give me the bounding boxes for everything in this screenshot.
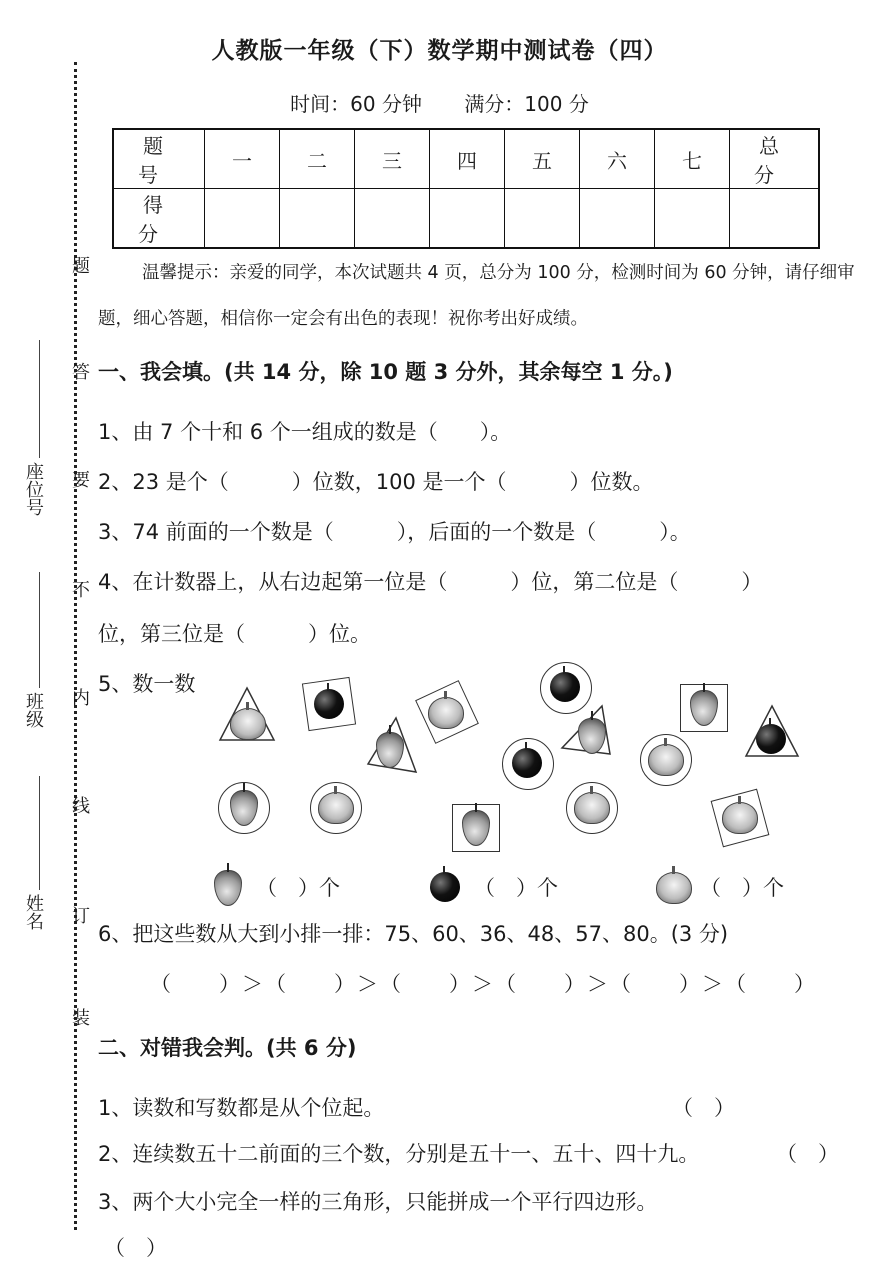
onion-icon (230, 708, 266, 740)
section-heading: 一、我会填。(共 14 分，除 10 题 3 分外，其余每空 1 分。) (98, 360, 673, 384)
question: 3、74 前面的一个数是（ ），后面的一个数是（ ）。 (98, 520, 691, 544)
score-input-cell[interactable] (505, 189, 580, 249)
name-label: 姓名 (23, 894, 44, 930)
score-input-cell[interactable] (580, 189, 655, 249)
onion-icon (574, 792, 610, 824)
seat-number-field[interactable] (39, 340, 40, 458)
tip-paragraph: 温馨提示：亲爱的同学，本次试题共 4 页，总分为 100 分，检测时间为 60 分钟，请仔细审题，细心答题，相信你一定会有出色的表现！祝你考出好成绩。 (98, 263, 855, 329)
score-input-cell[interactable] (280, 189, 355, 249)
onion-icon (656, 872, 692, 904)
binding-dotted-line (74, 62, 77, 1230)
margin-warning-char: 题 (69, 256, 90, 274)
margin-warning-char: 订 (69, 906, 90, 924)
table-cell: 二 (280, 129, 355, 189)
answer-blank[interactable]: （ ）＞（ ）＞（ ）＞（ ）＞（ ）＞（ ） (150, 972, 817, 996)
answer-blank[interactable]: （ ）个 (474, 876, 558, 900)
question: 5、数一数 (98, 672, 196, 696)
table-cell: 三 (355, 129, 430, 189)
question: 2、连续数五十二前面的三个数，分别是五十一、五十、四十九。 (98, 1142, 700, 1166)
apple-icon (430, 872, 460, 902)
table-cell: 得分 (113, 189, 205, 249)
table-cell: 五 (505, 129, 580, 189)
margin-warning-char: 内 (69, 688, 90, 706)
apple-icon (512, 748, 542, 778)
question: 2、23 是个（ ）位数，100 是一个（ ）位数。 (98, 470, 654, 494)
table-cell: 题号 (113, 129, 205, 189)
margin-warning-char: 要 (69, 470, 90, 488)
margin-warning-char: 线 (69, 796, 90, 814)
name-field[interactable] (39, 776, 40, 890)
question: 1、由 7 个十和 6 个一组成的数是（ ）。 (98, 420, 512, 444)
score-input-cell[interactable] (730, 189, 820, 249)
table-cell: 七 (655, 129, 730, 189)
question: 4、在计数器上，从右边起第一位是（ ）位，第二位是（ ） (98, 570, 763, 594)
apple-icon (314, 689, 344, 719)
class-field[interactable] (39, 572, 40, 688)
apple-icon (756, 724, 786, 754)
answer-blank[interactable]: （ ）个 (700, 876, 784, 900)
onion-icon (648, 744, 684, 776)
onion-icon (428, 697, 464, 729)
question: 3、两个大小完全一样的三角形，只能拼成一个平行四边形。 (98, 1190, 658, 1214)
score-table (112, 128, 820, 249)
table-cell: 总分 (730, 129, 820, 189)
page-title: 人教版一年级（下）数学期中测试卷（四） (211, 38, 668, 64)
margin-warning-char: 不 (69, 580, 90, 598)
class-label: 班级 (23, 692, 44, 728)
table-row (113, 189, 819, 249)
apple-icon (550, 672, 580, 702)
score-input-cell[interactable] (355, 189, 430, 249)
full-score: 满分：100 分 (464, 92, 589, 116)
answer-blank[interactable]: （ ）个 (256, 876, 340, 900)
section-heading: 二、对错我会判。(共 6 分) (98, 1036, 357, 1060)
table-row (113, 129, 819, 189)
margin-warning-char: 答 (69, 362, 90, 380)
table-cell: 六 (580, 129, 655, 189)
answer-blank[interactable]: （ ） (776, 1142, 839, 1166)
question: 6、把这些数从大到小排一排：75、60、36、48、57、80。(3 分) (98, 922, 729, 946)
question: 1、读数和写数都是从个位起。 (98, 1096, 385, 1120)
score-input-cell[interactable] (205, 189, 280, 249)
time-limit: 时间：60 分钟 (290, 92, 422, 116)
answer-blank[interactable]: （ ） (104, 1236, 167, 1260)
seat-number-label: 座位号 (23, 462, 44, 516)
score-input-cell[interactable] (430, 189, 505, 249)
table-cell: 四 (430, 129, 505, 189)
onion-icon (722, 802, 758, 834)
score-input-cell[interactable] (655, 189, 730, 249)
onion-icon (318, 792, 354, 824)
margin-warning-char: 装 (69, 1008, 90, 1026)
pear-icon (214, 870, 242, 906)
answer-blank[interactable]: （ ） (672, 1096, 735, 1120)
table-cell: 一 (205, 129, 280, 189)
exam-meta (0, 88, 879, 117)
question: 位，第三位是（ ）位。 (98, 622, 371, 646)
